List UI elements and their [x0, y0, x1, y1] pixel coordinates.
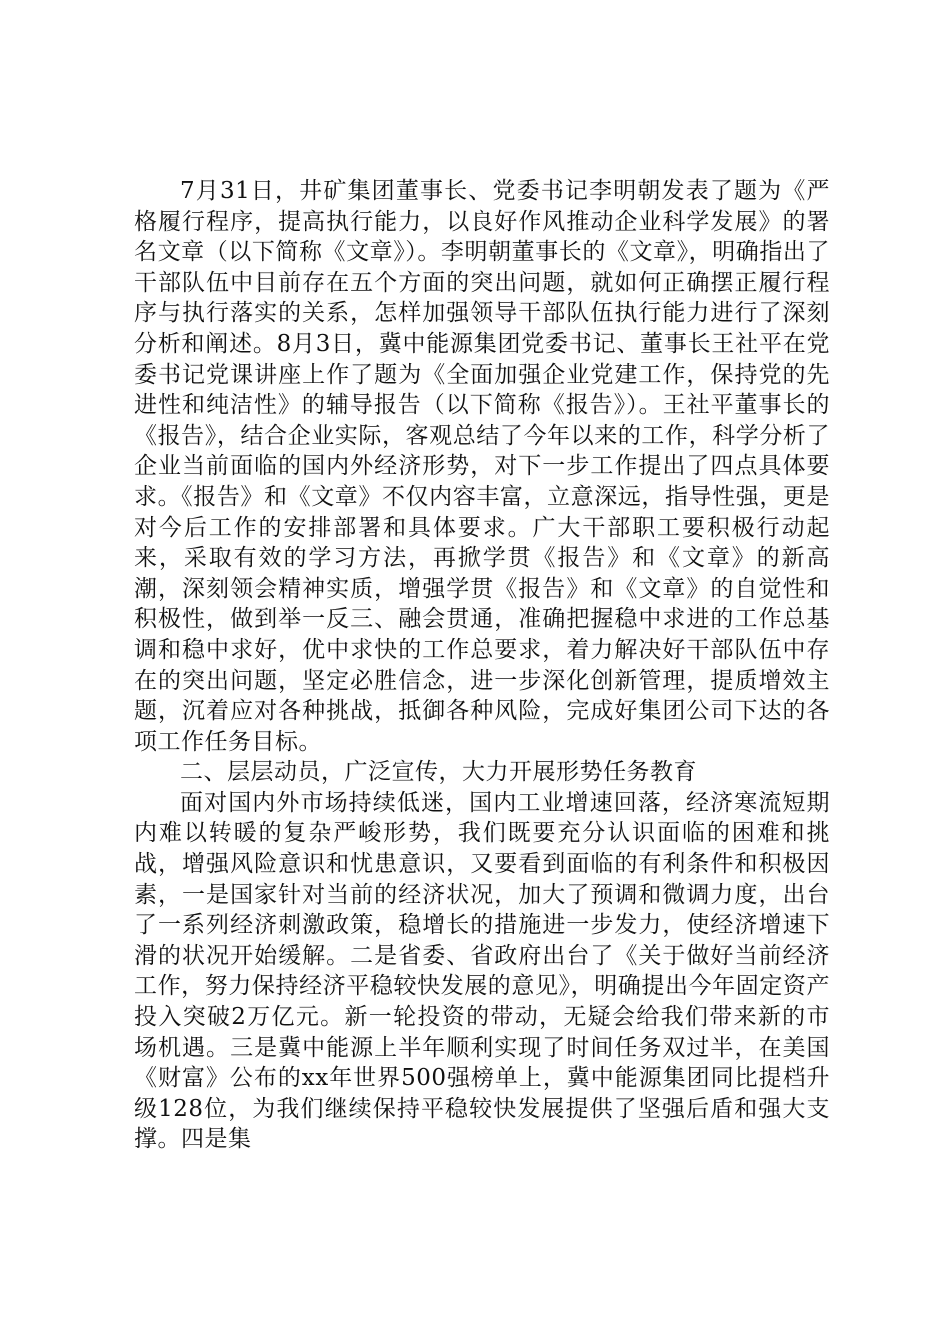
document-body	[134, 176, 830, 1155]
section-heading: 二、层层动员，广泛宣传，大力开展形势任务教育	[180, 759, 697, 786]
paragraph-1: 7月31日，井矿集团董事长、党委书记李明朝发表了题为《严格履行程序，提高执行能力，以良好作风推动企业科学发展》的署名文章（以下简称《文章》）。李明朝董事长的《文章》，明确指出了干部队伍中目前存在五个方面的突出问题，就如何正确摆正履行程序与执行落实的关系，怎样加强领导干部队伍执行能力进行了深刻分析和阐述。8月3日，冀中能源集团党委书记、董事长王社平在党委书记党课讲座上作了题为《全面加强企业党建工作，保持党的先进性和纯洁性》的辅导报告（以下简称《报告》）。王社平董事长的《报告》，结合企业实际，客观总结了今年以来的工作，科学分析了企业当前面临的国内外经济形势，对下一步工作提出了四点具体要求。《报告》和《文章》不仅内容丰富，立意深远，指导性强，更是对今后工作的安排部署和具体要求。广大干部职工要积极行动起来，采取有效的学习方法，再掀学贯《报告》和《文章》的新高潮，深刻领会精神实质，增强学贯《报告》和《文章》的自觉性和积极性，做到举一反三、融会贯通，准确把握稳中求进的工作总基调和稳中求好，优中求快的工作总要求，着力解决好干部队伍中存在的突出问题，坚定必胜信念，进一步深化创新管理，提质增效主题，沉着应对各种挑战，抵御各种风险，完成好集团公司下达的各项工作任务目标。	[134, 178, 830, 755]
paragraph-2: 面对国内外市场持续低迷，国内工业增速回落，经济寒流短期内难以转暖的复杂严峻形势，我们既要充分认识面临的困难和挑战，增强风险意识和忧患意识，又要看到面临的有利条件和积极因素，一是国家针对当前的经济状况，加大了预调和微调力度，出台了一系列经济刺激政策，稳增长的措施进一步发力，使经济增速下滑的状况开始缓解。二是省委、省政府出台了《关于做好当前经济工作，努力保持经济平稳较快发展的意见》，明确提出今年固定资产投入突破2万亿元。新一轮投资的带动，无疑会给我们带来新的市场机遇。三是冀中能源上半年顺利实现了时间任务双过半，在美国《财富》公布的xx年世界500强榜单上，冀中能源集团同比提档升级128位，为我们继续保持平稳较快发展提供了坚强后盾和强大支撑。四是集	[134, 789, 830, 1153]
